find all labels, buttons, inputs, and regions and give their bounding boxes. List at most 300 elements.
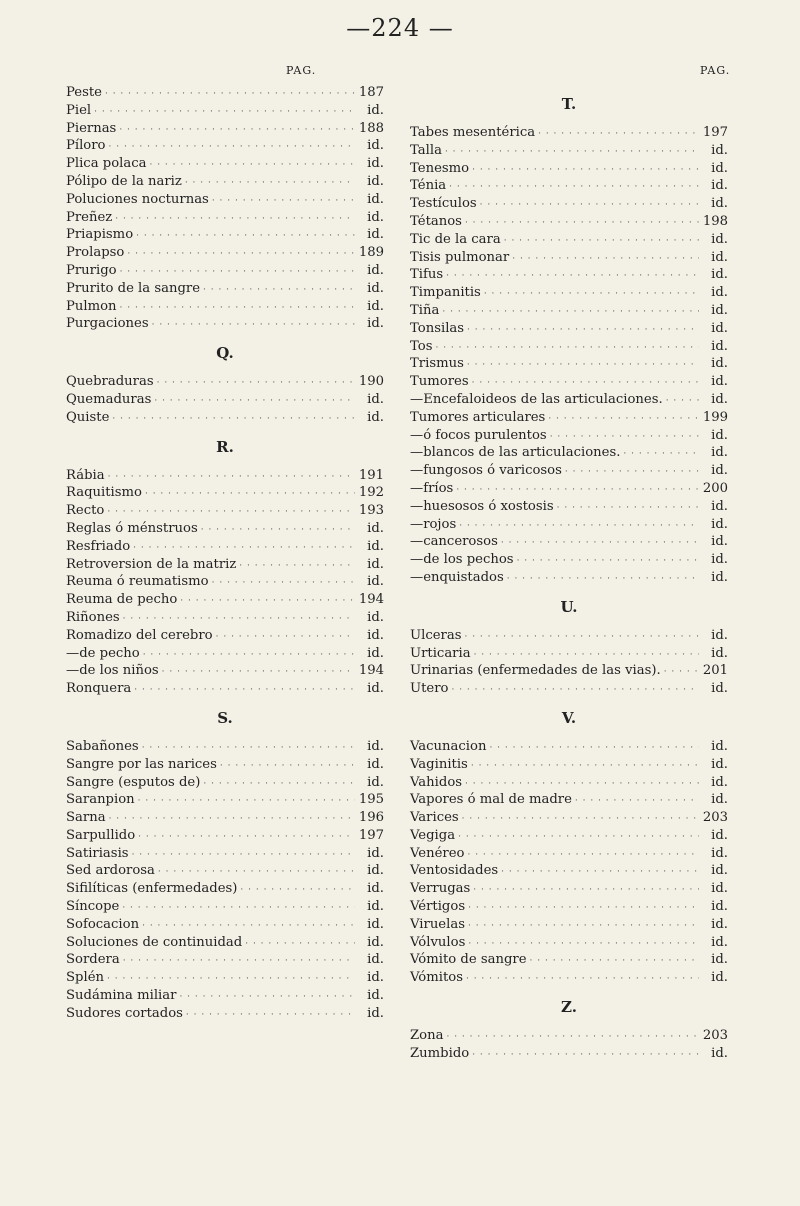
entry-page-ref: id. xyxy=(711,774,728,790)
dot-leader xyxy=(245,936,355,954)
index-entry xyxy=(410,551,728,569)
entry-page-ref: id. xyxy=(711,899,728,915)
entry-page-ref: 191 xyxy=(358,467,384,483)
index-entry xyxy=(66,467,384,485)
dot-leader xyxy=(468,918,699,936)
entry-term: Urticaria xyxy=(410,645,471,661)
index-entry xyxy=(410,827,728,845)
dot-leader xyxy=(145,486,355,504)
entry-page-ref: id. xyxy=(367,574,384,590)
entry-page-ref: id. xyxy=(711,627,728,643)
dot-leader xyxy=(212,575,355,593)
index-entry xyxy=(66,969,384,987)
index-entry xyxy=(410,195,728,213)
entry-page-ref: id. xyxy=(367,209,384,225)
index-entry xyxy=(410,177,728,195)
index-entry xyxy=(410,391,728,409)
entry-term: —ó focos purulentos xyxy=(410,427,547,443)
entry-term: —blancos de las articulaciones. xyxy=(410,445,621,461)
entry-term: Retroversion de la matriz xyxy=(66,556,237,572)
dot-leader xyxy=(136,228,355,246)
index-entry xyxy=(410,320,728,338)
entry-term: Ventosidades xyxy=(410,863,499,879)
index-entry xyxy=(66,502,384,520)
entry-term: Sudámina miliar xyxy=(66,988,177,1004)
entry-page-ref: id. xyxy=(711,863,728,879)
entry-page-ref: id. xyxy=(367,952,384,968)
dot-leader xyxy=(501,864,699,882)
index-entry xyxy=(66,102,384,120)
dot-leader xyxy=(445,144,699,162)
index-entry xyxy=(66,409,384,427)
section-letter-heading: R. xyxy=(216,437,234,456)
index-entry xyxy=(66,484,384,502)
entry-page-ref: id. xyxy=(367,173,384,189)
entry-term: Reuma ó reumatismo xyxy=(66,574,209,590)
index-entry xyxy=(66,244,384,262)
dot-leader xyxy=(504,233,699,251)
pag-label-left: PAG. xyxy=(286,64,317,77)
entry-term: Preñez xyxy=(66,209,113,225)
dot-leader xyxy=(472,1047,699,1065)
dot-leader xyxy=(501,535,699,553)
entry-page-ref: 201 xyxy=(702,663,728,679)
entry-page-ref: id. xyxy=(367,756,384,772)
entry-term: Ulceras xyxy=(410,627,462,643)
entry-term: Pólipo de la nariz xyxy=(66,173,182,189)
entry-page-ref: id. xyxy=(367,138,384,154)
dot-leader xyxy=(212,193,355,211)
dot-leader xyxy=(557,500,699,518)
index-entry xyxy=(410,409,728,427)
section-letter-heading: Q. xyxy=(216,344,234,363)
entry-term: Rábia xyxy=(66,467,105,483)
entry-page-ref: id. xyxy=(711,827,728,843)
index-entry xyxy=(410,680,728,698)
index-entry xyxy=(410,249,728,267)
entry-term: Sudores cortados xyxy=(66,1005,183,1021)
entry-page-ref: id. xyxy=(711,792,728,808)
entry-term: Varices xyxy=(410,810,459,826)
section-letter-heading: Z. xyxy=(561,998,577,1017)
index-entry xyxy=(66,791,384,809)
dot-leader xyxy=(442,304,699,322)
index-entry xyxy=(66,209,384,227)
entry-term: Tos xyxy=(410,338,433,354)
entry-page-ref: 203 xyxy=(702,1028,728,1044)
entry-term: Saranpion xyxy=(66,792,135,808)
entry-page-ref: id. xyxy=(711,952,728,968)
entry-term: Soluciones de continuidad xyxy=(66,934,243,950)
dot-leader xyxy=(115,211,355,229)
entry-term: Peste xyxy=(66,85,102,100)
index-entry xyxy=(410,862,728,880)
entry-page-ref: id. xyxy=(711,916,728,932)
section-letter-heading: U. xyxy=(560,597,578,616)
index-entry xyxy=(410,1045,728,1063)
entry-term: —fríos xyxy=(410,480,454,496)
entry-term: Sarna xyxy=(66,810,106,826)
entry-term: —fungosos ó varicosos xyxy=(410,463,562,479)
index-entry xyxy=(410,444,728,462)
index-entry xyxy=(66,827,384,845)
index-entry xyxy=(66,155,384,173)
index-entry xyxy=(410,756,728,774)
dot-leader xyxy=(565,464,699,482)
index-entry xyxy=(410,738,728,756)
dot-leader xyxy=(105,86,355,104)
entry-page-ref: id. xyxy=(711,756,728,772)
entry-term: Pulmon xyxy=(66,298,117,314)
index-entry xyxy=(410,213,728,231)
dot-leader xyxy=(480,197,699,215)
entry-page-ref: id. xyxy=(367,262,384,278)
entry-page-ref: id. xyxy=(367,556,384,572)
entry-term: Vahidos xyxy=(410,774,463,790)
index-entry xyxy=(410,880,728,898)
entry-term: Poluciones nocturnas xyxy=(66,191,209,207)
dot-leader xyxy=(138,793,355,811)
entry-term: Síncope xyxy=(66,899,120,915)
index-entry xyxy=(66,391,384,409)
dot-leader xyxy=(134,682,355,700)
entry-page-ref: id. xyxy=(711,320,728,336)
entry-term: Verrugas xyxy=(410,881,471,897)
entry-term: Prurigo xyxy=(66,262,117,278)
index-entry xyxy=(410,662,728,680)
dot-leader xyxy=(120,300,355,318)
entry-term: —de los pechos xyxy=(410,552,514,568)
dot-leader xyxy=(185,175,355,193)
index-entry xyxy=(66,84,384,102)
entry-page-ref: id. xyxy=(711,463,728,479)
entry-page-ref: id. xyxy=(367,520,384,536)
dot-leader xyxy=(119,122,355,140)
entry-page-ref: id. xyxy=(711,569,728,585)
index-entry xyxy=(410,427,728,445)
entry-term: Tic de la cara xyxy=(410,231,501,247)
dot-leader xyxy=(112,411,355,429)
entry-page-ref: id. xyxy=(367,1005,384,1021)
index-entry xyxy=(66,951,384,969)
entry-term: Vómito de sangre xyxy=(410,952,527,968)
dot-leader xyxy=(143,647,355,665)
index-entry xyxy=(66,556,384,574)
entry-page-ref: id. xyxy=(711,1045,728,1061)
index-entry xyxy=(410,809,728,827)
index-entry xyxy=(410,645,728,663)
entry-term: Resfriado xyxy=(66,538,131,554)
dot-leader xyxy=(507,571,699,589)
entry-page-ref: id. xyxy=(367,191,384,207)
index-entry xyxy=(66,191,384,209)
index-entry xyxy=(66,680,384,698)
entry-page-ref: id. xyxy=(711,738,728,754)
index-entry xyxy=(66,898,384,916)
index-entry xyxy=(410,791,728,809)
index-entry xyxy=(410,284,728,302)
index-entry xyxy=(66,880,384,898)
section-letter-heading: S. xyxy=(217,708,233,727)
entry-term: Riñones xyxy=(66,609,120,625)
dot-leader xyxy=(664,664,699,682)
index-entry xyxy=(66,137,384,155)
dot-leader xyxy=(462,811,699,829)
entry-page-ref: id. xyxy=(367,538,384,554)
entry-page-ref: id. xyxy=(367,102,384,118)
entry-page-ref: 197 xyxy=(358,827,384,843)
index-entry xyxy=(66,262,384,280)
dot-leader xyxy=(446,1029,699,1047)
entry-term: Splén xyxy=(66,970,104,986)
entry-page-ref: id. xyxy=(367,863,384,879)
index-entry xyxy=(66,120,384,138)
dot-leader xyxy=(132,847,355,865)
pag-label-right: PAG. xyxy=(700,64,731,77)
entry-term: —huesosos ó xostosis xyxy=(410,498,554,514)
entry-page-ref: id. xyxy=(367,934,384,950)
index-entry xyxy=(66,226,384,244)
entry-page-ref: 200 xyxy=(702,480,728,496)
entry-page-ref: id. xyxy=(711,645,728,661)
entry-term: Purgaciones xyxy=(66,316,149,332)
entry-page-ref: id. xyxy=(367,916,384,932)
entry-term: Quemaduras xyxy=(66,391,152,407)
entry-page-ref: 194 xyxy=(358,663,384,679)
index-entry xyxy=(410,462,728,480)
entry-term: —enquistados xyxy=(410,569,504,585)
index-entry xyxy=(66,756,384,774)
entry-page-ref: id. xyxy=(367,970,384,986)
index-entry xyxy=(410,627,728,645)
entry-term: Venéreo xyxy=(410,845,465,861)
entry-term: Vapores ó mal de madre xyxy=(410,792,572,808)
dot-leader xyxy=(109,811,355,829)
entry-term: —de pecho xyxy=(66,645,140,661)
dot-leader xyxy=(666,393,699,411)
entry-page-ref: id. xyxy=(711,934,728,950)
entry-term: Tiña xyxy=(410,302,440,318)
dot-leader xyxy=(220,758,355,776)
entry-page-ref: id. xyxy=(711,267,728,283)
index-entry xyxy=(66,573,384,591)
dot-leader xyxy=(127,246,355,264)
entry-term: Vómitos xyxy=(410,970,463,986)
entry-page-ref: id. xyxy=(711,845,728,861)
entry-term: Prurito de la sangre xyxy=(66,280,201,296)
dot-leader xyxy=(123,953,355,971)
entry-page-ref: id. xyxy=(711,552,728,568)
entry-term: Sangre por las narices xyxy=(66,756,217,772)
entry-term: Ténia xyxy=(410,178,447,194)
index-entry xyxy=(66,916,384,934)
dot-leader xyxy=(538,126,699,144)
entry-term: Sarpullido xyxy=(66,827,136,843)
dot-leader xyxy=(216,629,355,647)
dot-leader xyxy=(239,558,355,576)
entry-page-ref: id. xyxy=(711,338,728,354)
index-entry xyxy=(66,645,384,663)
entry-page-ref: 195 xyxy=(358,792,384,808)
index-entry xyxy=(410,533,728,551)
entry-page-ref: 188 xyxy=(358,120,384,136)
dot-leader xyxy=(435,340,699,358)
entry-page-ref: id. xyxy=(367,881,384,897)
entry-term: Urinarias (enfermedades de las vias). xyxy=(410,663,661,679)
entry-page-ref: id. xyxy=(367,899,384,915)
entry-page-ref: id. xyxy=(367,280,384,296)
entry-term: Utero xyxy=(410,681,449,697)
entry-page-ref: id. xyxy=(711,302,728,318)
entry-page-ref: 198 xyxy=(702,213,728,229)
entry-page-ref: 194 xyxy=(358,592,384,608)
entry-term: Sifilíticas (enfermedades) xyxy=(66,881,238,897)
entry-term: Romadizo del cerebro xyxy=(66,627,213,643)
entry-term: Viruelas xyxy=(410,916,465,932)
entry-page-ref: id. xyxy=(711,374,728,390)
index-entry xyxy=(410,373,728,391)
entry-page-ref: id. xyxy=(711,681,728,697)
dot-leader xyxy=(157,375,355,393)
entry-page-ref: 193 xyxy=(358,503,384,519)
dot-leader xyxy=(484,286,699,304)
index-entry xyxy=(410,934,728,952)
entry-page-ref: 197 xyxy=(702,125,728,140)
entry-page-ref: id. xyxy=(711,391,728,407)
index-entry xyxy=(66,738,384,756)
entry-term: Tisis pulmonar xyxy=(410,249,510,265)
index-entry xyxy=(66,520,384,538)
index-entry xyxy=(410,160,728,178)
index-entry xyxy=(410,898,728,916)
index-entry xyxy=(410,569,728,587)
index-entry xyxy=(410,355,728,373)
index-entry xyxy=(66,774,384,792)
entry-term: Quiste xyxy=(66,409,110,425)
entry-page-ref: id. xyxy=(711,285,728,301)
dot-leader xyxy=(108,469,355,487)
entry-term: Quebraduras xyxy=(66,374,154,390)
entry-term: Zona xyxy=(410,1028,444,1044)
index-entry xyxy=(410,1027,728,1045)
index-entry xyxy=(410,498,728,516)
entry-term: Vértigos xyxy=(410,899,466,915)
index-entry xyxy=(410,916,728,934)
index-entry xyxy=(410,302,728,320)
entry-term: Sordera xyxy=(66,952,120,968)
entry-page-ref: id. xyxy=(367,738,384,754)
entry-term: Ronquera xyxy=(66,681,132,697)
entry-term: Prolapso xyxy=(66,245,125,261)
index-entry xyxy=(410,142,728,160)
dot-leader xyxy=(473,882,699,900)
index-entry xyxy=(66,373,384,391)
entry-page-ref: id. xyxy=(711,231,728,247)
index-entry xyxy=(410,338,728,356)
dot-leader xyxy=(471,758,699,776)
index-entry xyxy=(66,609,384,627)
entry-page-ref: id. xyxy=(711,142,728,158)
entry-page-ref: id. xyxy=(711,427,728,443)
entry-term: Tonsilas xyxy=(410,320,465,336)
entry-page-ref: 187 xyxy=(358,85,384,100)
dot-leader xyxy=(467,322,699,340)
index-entry xyxy=(410,516,728,534)
dot-leader xyxy=(623,446,699,464)
entry-page-ref: id. xyxy=(367,391,384,407)
entry-term: Trismus xyxy=(410,356,464,372)
dot-leader xyxy=(548,411,699,429)
dot-leader xyxy=(530,953,699,971)
dot-leader xyxy=(203,776,355,794)
dot-leader xyxy=(240,882,355,900)
entry-term: Recto xyxy=(66,503,105,519)
entry-page-ref: id. xyxy=(711,178,728,194)
dot-leader xyxy=(468,900,699,918)
entry-term: Plica polaca xyxy=(66,156,147,172)
entry-term: Priapismo xyxy=(66,227,134,243)
index-entry xyxy=(66,315,384,333)
index-entry xyxy=(66,591,384,609)
entry-term: Vacunacion xyxy=(410,738,487,754)
entry-term: Tenesmo xyxy=(410,160,470,176)
entry-page-ref: 199 xyxy=(702,409,728,425)
dot-leader xyxy=(186,1007,355,1025)
entry-term: Zumbido xyxy=(410,1045,470,1061)
page-number: —224 — xyxy=(346,14,454,42)
dot-leader xyxy=(517,553,699,571)
entry-term: Vegiga xyxy=(410,827,456,843)
dot-leader xyxy=(152,317,355,335)
dot-leader xyxy=(467,847,699,865)
dot-leader xyxy=(467,357,699,375)
entry-page-ref: id. xyxy=(711,445,728,461)
entry-page-ref: id. xyxy=(711,516,728,532)
dot-leader xyxy=(203,282,355,300)
index-entry xyxy=(66,538,384,556)
dot-leader xyxy=(512,251,699,269)
entry-page-ref: id. xyxy=(367,298,384,314)
entry-term: Vólvulos xyxy=(410,934,466,950)
entry-page-ref: id. xyxy=(367,156,384,172)
entry-page-ref: id. xyxy=(367,609,384,625)
entry-term: Piel xyxy=(66,102,92,118)
entry-term: Timpanitis xyxy=(410,285,481,301)
index-entry xyxy=(66,173,384,191)
dot-leader xyxy=(94,104,355,122)
entry-page-ref: 189 xyxy=(358,245,384,261)
index-entry xyxy=(66,845,384,863)
entry-page-ref: id. xyxy=(711,534,728,550)
entry-page-ref: id. xyxy=(367,774,384,790)
index-entry xyxy=(66,809,384,827)
entry-term: Tabes mesentérica xyxy=(410,125,536,140)
index-entry xyxy=(410,231,728,249)
entry-page-ref: id. xyxy=(711,196,728,212)
entry-page-ref: 203 xyxy=(702,810,728,826)
dot-leader xyxy=(179,989,355,1007)
entry-term: Sangre (esputos de) xyxy=(66,774,201,790)
entry-page-ref: id. xyxy=(711,160,728,176)
dot-leader xyxy=(458,829,699,847)
index-entry xyxy=(66,627,384,645)
entry-term: Tifus xyxy=(410,267,444,283)
entry-term: Satiriasis xyxy=(66,845,129,861)
dot-leader xyxy=(180,593,355,611)
dot-leader xyxy=(472,162,699,180)
entry-term: Testículos xyxy=(410,196,477,212)
entry-term: Sabañones xyxy=(66,738,139,754)
